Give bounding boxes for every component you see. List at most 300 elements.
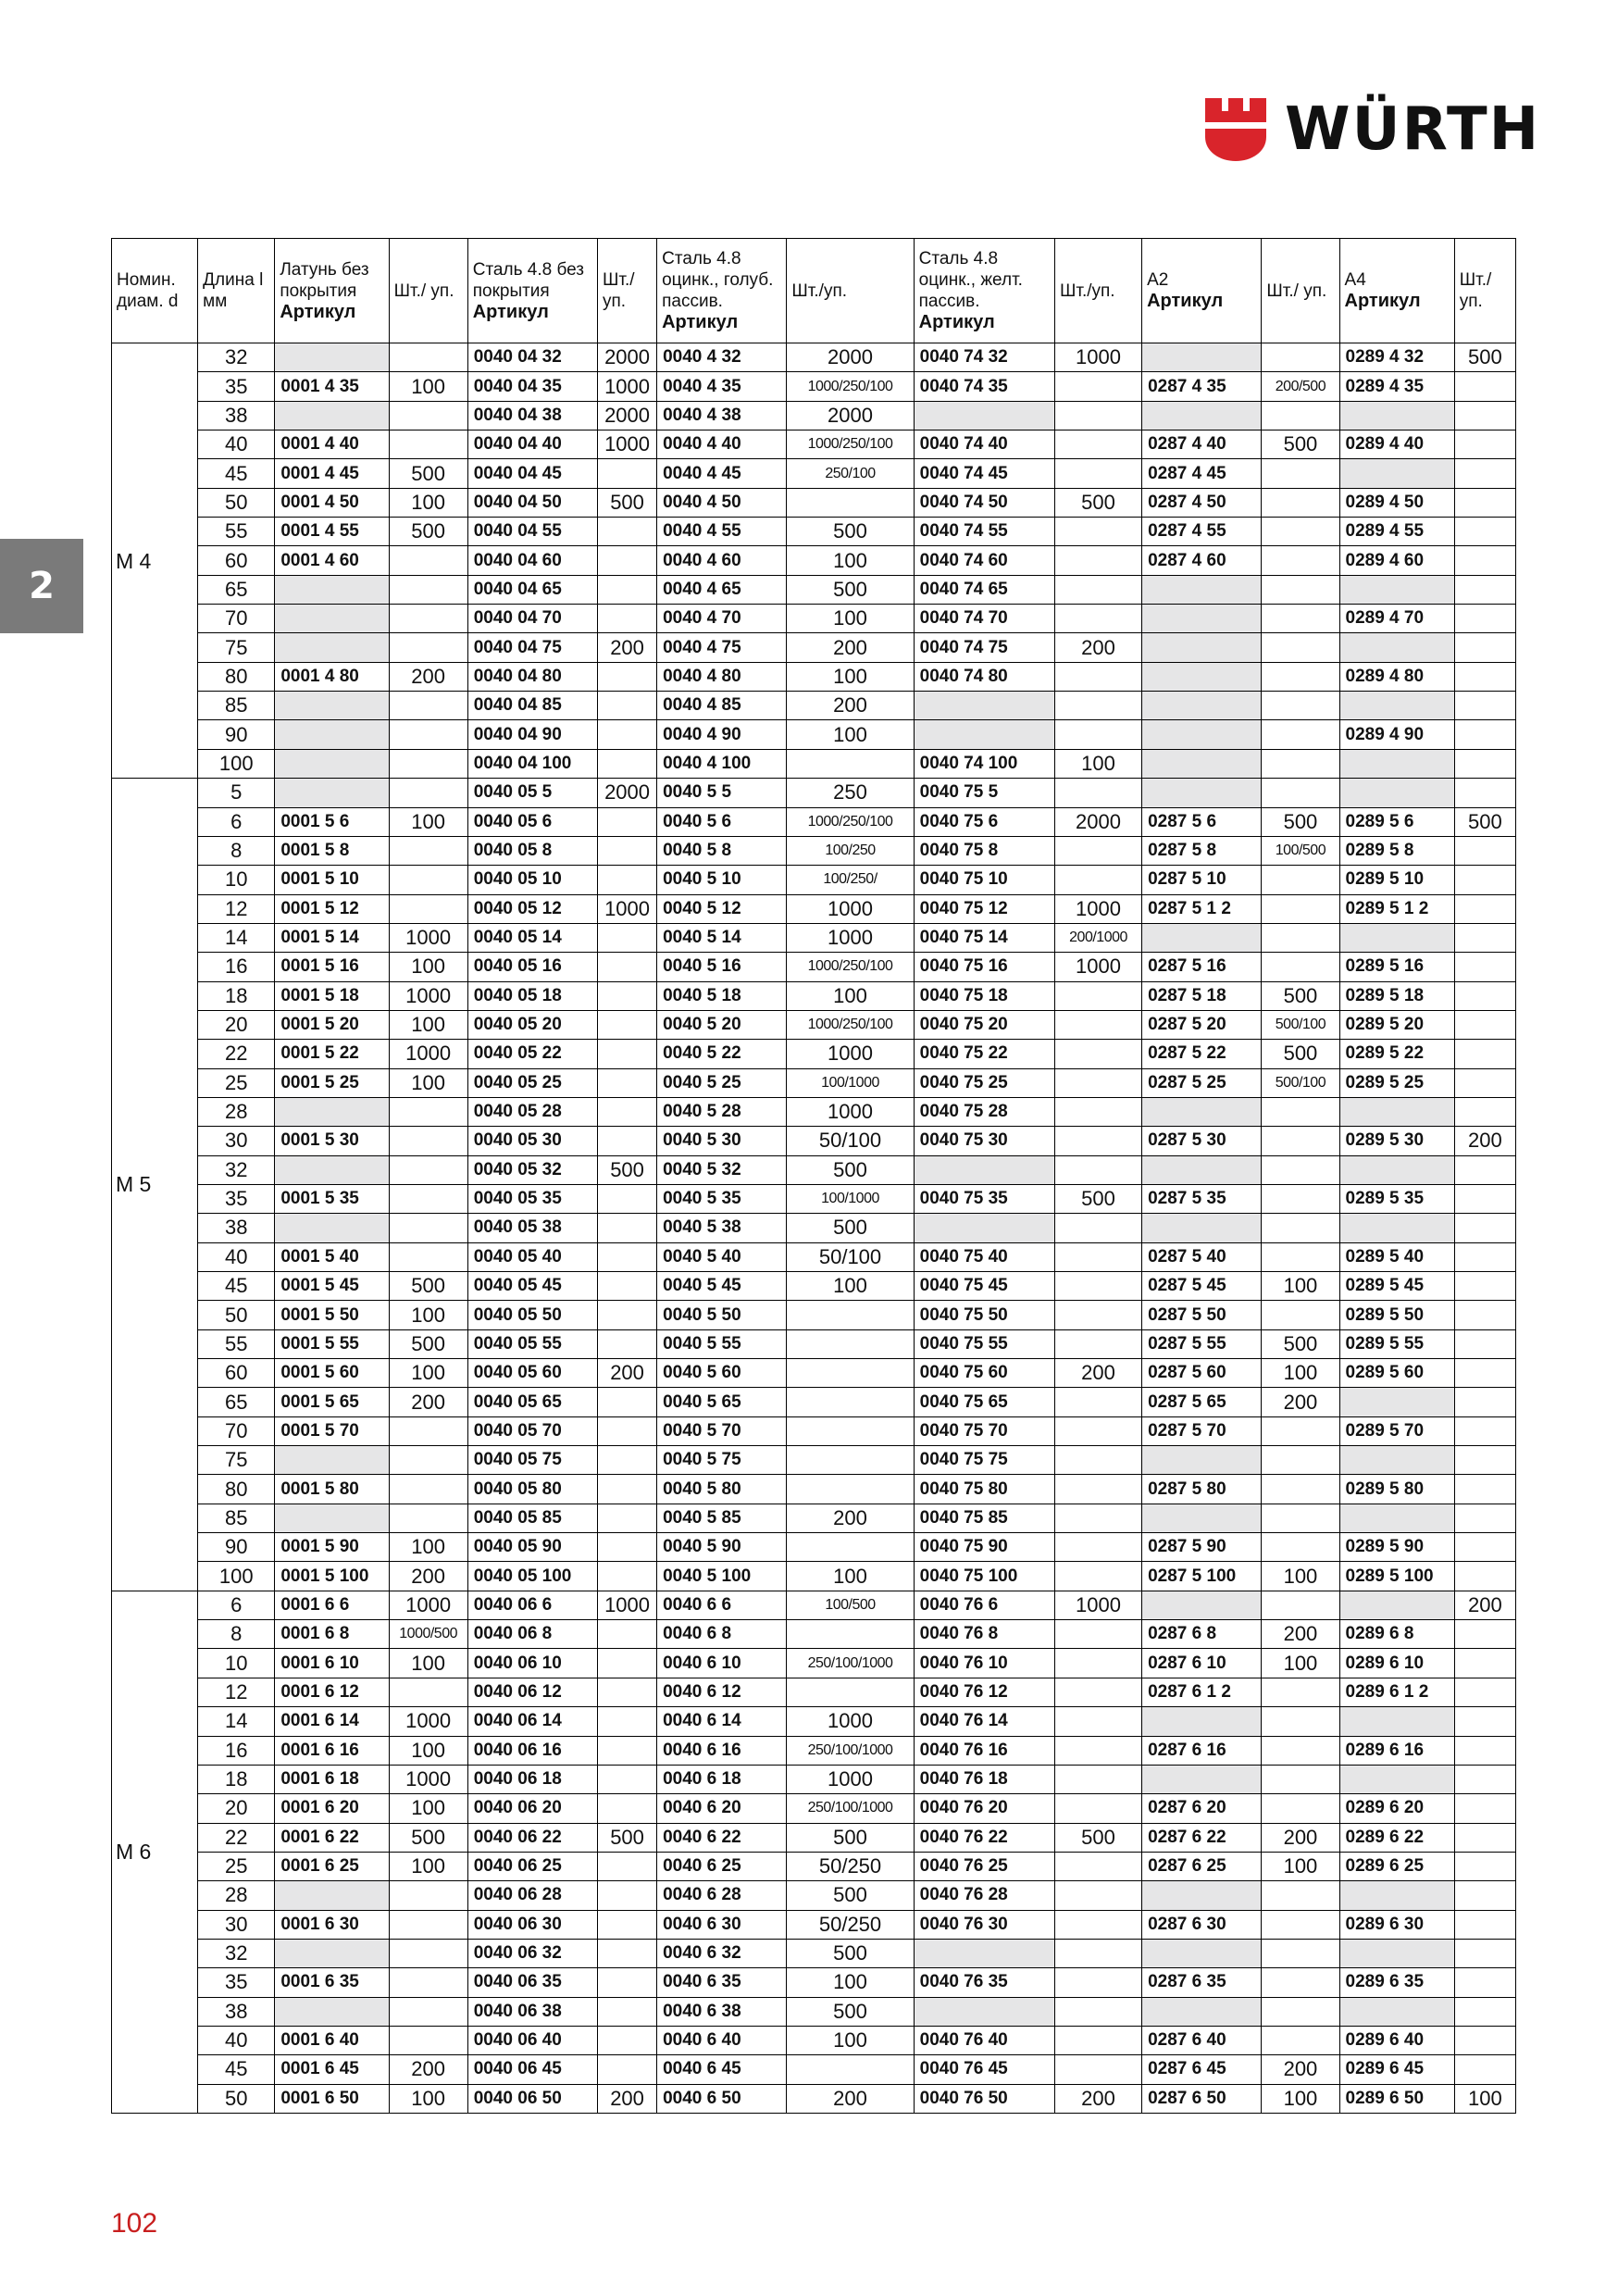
cell-blue-article: 0040 4 55: [657, 518, 787, 546]
cell-yellow-qty: [1054, 1329, 1141, 1358]
cell-a4-article: 0289 5 55: [1339, 1329, 1454, 1358]
cell-yellow-article: 0040 74 100: [914, 749, 1054, 778]
cell-a4-qty: [1454, 546, 1515, 575]
cell-steel-article: 0040 05 8: [467, 836, 597, 865]
cell-yellow-article: 0040 75 22: [914, 1040, 1054, 1068]
cell-yellow-article: 0040 74 75: [914, 633, 1054, 662]
cell-a2-article: 0287 6 35: [1142, 1968, 1262, 1997]
cell-blue-qty: 500: [787, 1823, 914, 1852]
cell-yellow-qty: [1054, 1649, 1141, 1678]
cell-a2-article: 0287 6 30: [1142, 1910, 1262, 1939]
cell-a4-article: 0289 4 35: [1339, 372, 1454, 401]
cell-blue-qty: [787, 1359, 914, 1388]
cell-a4-qty: [1454, 633, 1515, 662]
cell-length: 28: [198, 1881, 275, 1910]
cell-length: 20: [198, 1010, 275, 1039]
table-row: [112, 1329, 1516, 1358]
cell-brass-qty: [389, 1416, 467, 1445]
cell-steel-qty: [597, 1127, 656, 1155]
cell-yellow-qty: [1054, 605, 1141, 633]
cell-blue-qty: 250/100/1000: [787, 1649, 914, 1678]
cell-a2-article: 0287 4 50: [1142, 488, 1262, 517]
cell-yellow-article: 0040 75 8: [914, 836, 1054, 865]
cell-steel-article: 0040 05 28: [467, 1097, 597, 1126]
cell-a2-article: 0287 5 70: [1142, 1416, 1262, 1445]
wurth-emblem-icon: [1203, 96, 1268, 163]
cell-a2-qty: [1262, 546, 1339, 575]
cell-a2-qty: [1262, 605, 1339, 633]
table-row: [112, 1359, 1516, 1388]
cell-a4-article: [1339, 1997, 1454, 2026]
cell-blue-article: 0040 5 40: [657, 1242, 787, 1271]
cell-steel-qty: [597, 2055, 656, 2084]
header-steel-yellow: Сталь 4.8 оцинк., желт. пассив. Артикул: [914, 239, 1054, 343]
cell-a4-qty: [1454, 1040, 1515, 1068]
cell-brass-qty: 100: [389, 1068, 467, 1097]
cell-a4-qty: [1454, 1416, 1515, 1445]
cell-a4-qty: [1454, 720, 1515, 749]
cell-a2-qty: [1262, 1678, 1339, 1706]
table-row: [112, 1301, 1516, 1329]
cell-steel-article: 0040 06 22: [467, 1823, 597, 1852]
cell-brass-article: 0001 6 35: [275, 1968, 389, 1997]
cell-length: 38: [198, 1214, 275, 1242]
cell-blue-article: 0040 4 45: [657, 459, 787, 488]
cell-a4-qty: [1454, 430, 1515, 459]
cell-brass-article: [275, 1155, 389, 1184]
cell-steel-qty: [597, 1678, 656, 1706]
cell-steel-article: 0040 06 6: [467, 1591, 597, 1619]
cell-a4-qty: [1454, 1939, 1515, 1967]
cell-steel-qty: [597, 1242, 656, 1271]
cell-length: 85: [198, 1504, 275, 1532]
cell-a4-qty: [1454, 1997, 1515, 2026]
cell-a4-qty: [1454, 1504, 1515, 1532]
cell-yellow-article: 0040 74 45: [914, 459, 1054, 488]
cell-a2-article: 0287 6 22: [1142, 1823, 1262, 1852]
cell-a2-article: 0287 5 65: [1142, 1388, 1262, 1416]
cell-yellow-qty: [1054, 1155, 1141, 1184]
cell-a4-qty: [1454, 1010, 1515, 1039]
cell-length: 55: [198, 1329, 275, 1358]
cell-steel-article: 0040 04 75: [467, 633, 597, 662]
cell-steel-qty: 200: [597, 2084, 656, 2113]
cell-a4-qty: [1454, 1301, 1515, 1329]
cell-steel-article: 0040 05 20: [467, 1010, 597, 1039]
cell-blue-article: 0040 6 8: [657, 1620, 787, 1649]
cell-yellow-article: 0040 76 40: [914, 2026, 1054, 2054]
cell-brass-article: 0001 5 22: [275, 1040, 389, 1068]
cell-a4-article: 0289 6 50: [1339, 2084, 1454, 2113]
cell-a4-qty: [1454, 1446, 1515, 1475]
cell-a4-qty: [1454, 1562, 1515, 1591]
cell-brass-qty: [389, 1446, 467, 1475]
table-row: [112, 1068, 1516, 1097]
cell-brass-article: [275, 1504, 389, 1532]
table-row: [112, 1242, 1516, 1271]
cell-a2-article: 0287 4 35: [1142, 372, 1262, 401]
cell-a4-article: [1339, 1388, 1454, 1416]
cell-steel-article: 0040 05 32: [467, 1155, 597, 1184]
cell-steel-article: 0040 06 10: [467, 1649, 597, 1678]
cell-a4-article: 0289 5 30: [1339, 1127, 1454, 1155]
cell-blue-qty: 100: [787, 1968, 914, 1997]
cell-length: 32: [198, 343, 275, 372]
cell-yellow-article: 0040 76 10: [914, 1649, 1054, 1678]
cell-blue-qty: 100: [787, 1562, 914, 1591]
cell-a4-article: 0289 5 45: [1339, 1272, 1454, 1301]
table-row: [112, 1881, 1516, 1910]
cell-brass-article: [275, 779, 389, 807]
cell-a4-article: [1339, 459, 1454, 488]
cell-blue-article: 0040 5 50: [657, 1301, 787, 1329]
cell-length: 6: [198, 1591, 275, 1619]
cell-yellow-qty: [1054, 1707, 1141, 1736]
cell-a4-article: [1339, 1097, 1454, 1126]
table-row: [112, 1184, 1516, 1213]
cell-length: 75: [198, 633, 275, 662]
cell-yellow-article: 0040 75 12: [914, 894, 1054, 923]
cell-steel-article: 0040 05 22: [467, 1040, 597, 1068]
cell-steel-article: 0040 05 55: [467, 1329, 597, 1358]
cell-brass-qty: 500: [389, 518, 467, 546]
cell-yellow-qty: [1054, 1214, 1141, 1242]
cell-steel-article: 0040 05 35: [467, 1184, 597, 1213]
cell-yellow-article: 0040 75 75: [914, 1446, 1054, 1475]
cell-length: 50: [198, 2084, 275, 2113]
cell-a2-qty: [1262, 1446, 1339, 1475]
cell-a4-qty: [1454, 662, 1515, 691]
cell-a4-article: 0289 6 30: [1339, 1910, 1454, 1939]
cell-blue-qty: 500: [787, 1939, 914, 1967]
header-steel-blue: Сталь 4.8 оцинк., голуб. пассив. Артикул: [657, 239, 787, 343]
cell-yellow-article: [914, 1997, 1054, 2026]
cell-yellow-qty: [1054, 1475, 1141, 1504]
cell-brass-article: 0001 5 60: [275, 1359, 389, 1388]
cell-steel-article: 0040 05 70: [467, 1416, 597, 1445]
cell-brass-article: 0001 6 30: [275, 1910, 389, 1939]
cell-a4-qty: [1454, 1794, 1515, 1823]
cell-steel-qty: 500: [597, 488, 656, 517]
cell-yellow-article: 0040 75 40: [914, 1242, 1054, 1271]
cell-brass-article: 0001 6 6: [275, 1591, 389, 1619]
cell-a2-article: 0287 4 40: [1142, 430, 1262, 459]
cell-a4-qty: [1454, 1852, 1515, 1880]
cell-steel-qty: [597, 1997, 656, 2026]
cell-blue-qty: 100/250: [787, 836, 914, 865]
cell-brass-article: 0001 5 6: [275, 807, 389, 836]
cell-brass-qty: [389, 1184, 467, 1213]
cell-steel-article: 0040 06 35: [467, 1968, 597, 1997]
cell-yellow-article: 0040 75 90: [914, 1533, 1054, 1562]
cell-blue-qty: 500: [787, 1881, 914, 1910]
cell-a4-article: [1339, 1155, 1454, 1184]
table-row: [112, 1852, 1516, 1880]
cell-a4-qty: [1454, 749, 1515, 778]
cell-blue-qty: 100/500: [787, 1591, 914, 1619]
cell-steel-article: 0040 04 70: [467, 605, 597, 633]
cell-blue-qty: 250/100: [787, 459, 914, 488]
cell-a2-article: 0287 5 20: [1142, 1010, 1262, 1039]
cell-brass-article: 0001 5 30: [275, 1127, 389, 1155]
cell-brass-qty: 100: [389, 953, 467, 981]
cell-steel-article: 0040 04 55: [467, 518, 597, 546]
cell-a4-qty: [1454, 692, 1515, 720]
cell-yellow-qty: [1054, 1301, 1141, 1329]
cell-a4-qty: [1454, 1620, 1515, 1649]
cell-steel-qty: 200: [597, 633, 656, 662]
cell-steel-qty: [597, 1881, 656, 1910]
cell-yellow-qty: 200: [1054, 1359, 1141, 1388]
cell-brass-qty: [389, 1881, 467, 1910]
cell-blue-qty: 1000: [787, 923, 914, 952]
table-row: [112, 430, 1516, 459]
cell-yellow-qty: [1054, 1446, 1141, 1475]
cell-brass-qty: [389, 1678, 467, 1706]
section-tab: 2: [0, 539, 83, 633]
cell-yellow-qty: [1054, 1040, 1141, 1068]
cell-steel-article: 0040 04 60: [467, 546, 597, 575]
cell-blue-article: 0040 4 70: [657, 605, 787, 633]
cell-blue-qty: 200: [787, 2084, 914, 2113]
cell-blue-article: 0040 5 55: [657, 1329, 787, 1358]
cell-brass-qty: 100: [389, 1852, 467, 1880]
cell-brass-qty: [389, 343, 467, 372]
cell-blue-article: 0040 6 25: [657, 1852, 787, 1880]
cell-a4-article: 0289 4 70: [1339, 605, 1454, 633]
cell-yellow-qty: 2000: [1054, 807, 1141, 836]
cell-a4-article: 0289 6 22: [1339, 1823, 1454, 1852]
cell-steel-qty: 2000: [597, 779, 656, 807]
cell-yellow-qty: [1054, 575, 1141, 604]
table-row: [112, 1533, 1516, 1562]
header-pcs: Шт./уп.: [787, 239, 914, 343]
cell-yellow-qty: [1054, 1010, 1141, 1039]
cell-brass-article: 0001 6 25: [275, 1852, 389, 1880]
cell-steel-qty: [597, 1301, 656, 1329]
cell-length: 35: [198, 372, 275, 401]
cell-blue-article: 0040 6 16: [657, 1736, 787, 1765]
cell-brass-article: [275, 749, 389, 778]
header-pcs: Шт./ уп.: [1454, 239, 1515, 343]
cell-a2-qty: 500: [1262, 1329, 1339, 1358]
cell-a4-article: 0289 6 1 2: [1339, 1678, 1454, 1706]
cell-brass-article: [275, 605, 389, 633]
cell-yellow-qty: [1054, 1939, 1141, 1967]
table-row: [112, 1475, 1516, 1504]
cell-blue-article: 0040 5 25: [657, 1068, 787, 1097]
cell-a2-article: 0287 6 8: [1142, 1620, 1262, 1649]
cell-steel-qty: 2000: [597, 343, 656, 372]
cell-brass-qty: [389, 1997, 467, 2026]
table-row: [112, 1591, 1516, 1619]
cell-brass-qty: 100: [389, 2084, 467, 2113]
cell-a4-article: 0289 4 55: [1339, 518, 1454, 546]
cell-brass-article: 0001 5 45: [275, 1272, 389, 1301]
cell-brass-article: 0001 6 14: [275, 1707, 389, 1736]
cell-blue-article: 0040 5 28: [657, 1097, 787, 1126]
table-row: [112, 662, 1516, 691]
cell-length: 6: [198, 807, 275, 836]
cell-length: 22: [198, 1040, 275, 1068]
table-row: [112, 923, 1516, 952]
cell-steel-article: 0040 05 14: [467, 923, 597, 952]
cell-blue-qty: 100/250/: [787, 866, 914, 894]
cell-a2-article: 0287 5 50: [1142, 1301, 1262, 1329]
cell-a2-qty: [1262, 459, 1339, 488]
cell-yellow-qty: [1054, 779, 1141, 807]
cell-a4-qty: [1454, 1184, 1515, 1213]
table-row: [112, 1823, 1516, 1852]
cell-blue-qty: 500: [787, 1997, 914, 2026]
cell-a2-qty: 100: [1262, 1359, 1339, 1388]
cell-blue-article: 0040 5 12: [657, 894, 787, 923]
cell-blue-article: 0040 4 35: [657, 372, 787, 401]
cell-yellow-article: 0040 74 60: [914, 546, 1054, 575]
cell-a4-qty: [1454, 1214, 1515, 1242]
cell-a2-qty: 200: [1262, 2055, 1339, 2084]
cell-blue-qty: 50/100: [787, 1242, 914, 1271]
cell-length: 10: [198, 866, 275, 894]
cell-blue-qty: 2000: [787, 343, 914, 372]
cell-brass-article: [275, 401, 389, 430]
cell-a4-article: 0289 5 35: [1339, 1184, 1454, 1213]
table-row: [112, 692, 1516, 720]
cell-a2-article: 0287 4 60: [1142, 546, 1262, 575]
cell-steel-article: 0040 06 28: [467, 1881, 597, 1910]
cell-brass-article: 0001 5 25: [275, 1068, 389, 1097]
cell-a2-qty: [1262, 1881, 1339, 1910]
cell-length: 100: [198, 749, 275, 778]
cell-brass-qty: 500: [389, 459, 467, 488]
cell-a2-article: 0287 5 40: [1142, 1242, 1262, 1271]
table-row: [112, 1040, 1516, 1068]
cell-a2-qty: [1262, 1184, 1339, 1213]
cell-steel-qty: [597, 981, 656, 1010]
cell-a2-qty: [1262, 1155, 1339, 1184]
cell-brass-qty: [389, 575, 467, 604]
cell-steel-qty: [597, 1184, 656, 1213]
cell-brass-qty: 100: [389, 807, 467, 836]
cell-a4-qty: [1454, 459, 1515, 488]
cell-brass-qty: 1000: [389, 923, 467, 952]
cell-brass-article: 0001 6 8: [275, 1620, 389, 1649]
cell-steel-article: 0040 04 40: [467, 430, 597, 459]
cell-a2-qty: [1262, 1301, 1339, 1329]
cell-blue-article: 0040 5 18: [657, 981, 787, 1010]
cell-a4-article: 0289 4 32: [1339, 343, 1454, 372]
cell-steel-qty: [597, 1475, 656, 1504]
cell-brass-qty: [389, 401, 467, 430]
cell-a4-article: 0289 5 18: [1339, 981, 1454, 1010]
cell-blue-qty: 250/100/1000: [787, 1736, 914, 1765]
cell-length: 12: [198, 894, 275, 923]
cell-yellow-article: 0040 75 70: [914, 1416, 1054, 1445]
cell-yellow-qty: 500: [1054, 1184, 1141, 1213]
cell-brass-qty: 100: [389, 1301, 467, 1329]
cell-yellow-article: [914, 401, 1054, 430]
cell-steel-article: 0040 05 45: [467, 1272, 597, 1301]
cell-blue-qty: 200: [787, 1504, 914, 1532]
cell-brass-article: 0001 5 20: [275, 1010, 389, 1039]
cell-steel-article: 0040 06 20: [467, 1794, 597, 1823]
cell-blue-article: 0040 6 50: [657, 2084, 787, 2113]
cell-length: 16: [198, 953, 275, 981]
cell-a4-qty: [1454, 1097, 1515, 1126]
cell-brass-article: 0001 5 55: [275, 1329, 389, 1358]
cell-a2-article: [1142, 720, 1262, 749]
table-row: [112, 343, 1516, 372]
cell-a4-article: [1339, 749, 1454, 778]
page-number: 102: [111, 2208, 158, 2239]
cell-a2-qty: [1262, 779, 1339, 807]
cell-blue-qty: 1000/250/100: [787, 430, 914, 459]
cell-blue-article: 0040 4 100: [657, 749, 787, 778]
cell-brass-qty: [389, 1214, 467, 1242]
cell-a4-article: [1339, 1214, 1454, 1242]
cell-length: 35: [198, 1184, 275, 1213]
cell-yellow-qty: [1054, 459, 1141, 488]
cell-length: 25: [198, 1852, 275, 1880]
cell-brass-qty: [389, 836, 467, 865]
cell-a2-article: [1142, 779, 1262, 807]
cell-a2-article: 0287 5 45: [1142, 1272, 1262, 1301]
cell-yellow-qty: [1054, 1272, 1141, 1301]
cell-brass-article: 0001 5 8: [275, 836, 389, 865]
cell-steel-article: 0040 06 8: [467, 1620, 597, 1649]
cell-yellow-qty: [1054, 1068, 1141, 1097]
cell-yellow-article: 0040 75 16: [914, 953, 1054, 981]
cell-brass-article: 0001 5 70: [275, 1416, 389, 1445]
cell-brass-qty: 200: [389, 662, 467, 691]
cell-a2-qty: [1262, 1214, 1339, 1242]
cell-yellow-article: 0040 75 28: [914, 1097, 1054, 1126]
cell-a4-article: 0289 5 1 2: [1339, 894, 1454, 923]
cell-blue-qty: 1000: [787, 1707, 914, 1736]
cell-a2-qty: [1262, 1475, 1339, 1504]
cell-a2-qty: [1262, 488, 1339, 517]
cell-yellow-qty: [1054, 1678, 1141, 1706]
cell-brass-qty: [389, 430, 467, 459]
cell-brass-qty: [389, 1097, 467, 1126]
cell-yellow-qty: [1054, 401, 1141, 430]
cell-steel-qty: [597, 1794, 656, 1823]
cell-steel-qty: [597, 546, 656, 575]
cell-steel-qty: [597, 1968, 656, 1997]
cell-blue-qty: 200: [787, 633, 914, 662]
cell-steel-qty: 1000: [597, 430, 656, 459]
cell-a2-qty: [1262, 692, 1339, 720]
cell-a2-qty: [1262, 343, 1339, 372]
cell-brass-article: 0001 5 65: [275, 1388, 389, 1416]
cell-a2-article: [1142, 1591, 1262, 1619]
cell-a2-article: 0287 5 16: [1142, 953, 1262, 981]
cell-steel-qty: [597, 866, 656, 894]
cell-blue-article: 0040 5 14: [657, 923, 787, 952]
cell-yellow-qty: 500: [1054, 1823, 1141, 1852]
cell-yellow-qty: 1000: [1054, 894, 1141, 923]
cell-a4-article: 0289 5 70: [1339, 1416, 1454, 1445]
cell-a2-qty: [1262, 1736, 1339, 1765]
cell-blue-qty: 1000: [787, 1765, 914, 1793]
cell-blue-qty: 500: [787, 1214, 914, 1242]
cell-yellow-article: 0040 76 30: [914, 1910, 1054, 1939]
header-pcs: Шт./ уп.: [389, 239, 467, 343]
cell-steel-qty: [597, 1388, 656, 1416]
cell-steel-qty: 500: [597, 1823, 656, 1852]
cell-brass-qty: 100: [389, 488, 467, 517]
cell-steel-article: 0040 04 38: [467, 401, 597, 430]
